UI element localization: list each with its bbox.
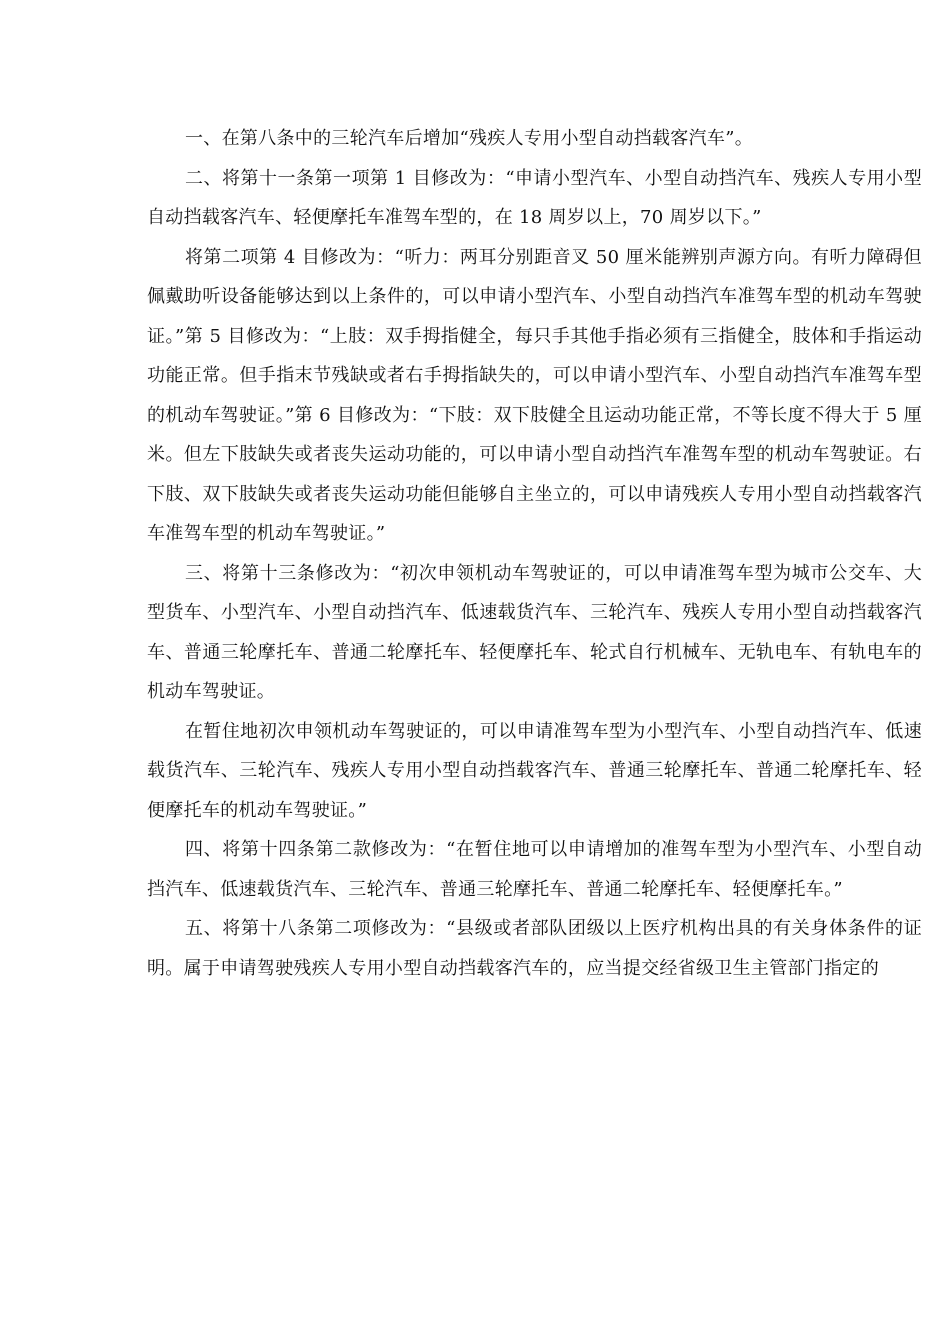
paragraph-article-8: 一、在第八条中的三轮汽车后增加“残疾人专用小型自动挡载客汽车”。 <box>185 128 754 149</box>
paragraph-article-14: 四、将第十四条第二款修改为：“在暂住地可以申请增加的准驾车型为小型汽车、小型自动挡汽车、低速载货汽车、三轮汽车、普通三轮摩托车、普通二轮摩托车、轻便摩托车。” <box>147 839 922 900</box>
paragraph-article-18: 五、将第十八条第二项修改为：“县级或者部队团级以上医疗机构出具的有关身体条件的证明。属于申请驾驶残疾人专用小型自动挡载客汽车的，应当提交经省级卫生主管部门指定的 <box>147 918 922 979</box>
paragraph-article-11-item-2: 将第二项第 4 目修改为：“听力：两耳分别距音叉 50 厘米能辨别声源方向。有听力障碍但佩戴助听设备能够达到以上条件的，可以申请小型汽车、小型自动挡汽车准驾车型的机动车驾驶证。”第 5 目修改为：“上肢：双手拇指健全，每只手其他手指必须有三指健全，肢体和手指运动功能正常。但手指末节残缺或者右手拇指缺失的，可以申请小型汽车、小型自动挡汽车准驾车型的机动车驾驶证。”第 6 目修改为：“下肢：双下肢健全且运动功能正常，不等长度不得大于 5 厘米。但左下肢缺失或者丧失运动功能的，可以申请小型自动挡汽车准驾车型的机动车驾驶证。右下肢、双下肢缺失或者丧失运动功能但能够自主坐立的，可以申请残疾人专用小型自动挡载客汽车准驾车型的机动车驾驶证。” <box>147 246 922 544</box>
paragraph-article-11-item-1: 二、将第十一条第一项第 1 目修改为：“申请小型汽车、小型自动挡汽车、残疾人专用小型自动挡载客汽车、轻便摩托车准驾车型的，在 18 周岁以上，70 周岁以下。” <box>147 167 922 228</box>
paragraph-article-13: 三、将第十三条修改为：“初次申领机动车驾驶证的，可以申请准驾车型为城市公交车、大型货车、小型汽车、小型自动挡汽车、低速载货汽车、三轮汽车、残疾人专用小型自动挡载客汽车、普通三轮摩托车、普通二轮摩托车、轻便摩托车、轮式自行机械车、无轨电车、有轨电车的机动车驾驶证。 <box>147 562 922 702</box>
paragraph-article-13-temporary-residence: 在暂住地初次申领机动车驾驶证的，可以申请准驾车型为小型汽车、小型自动挡汽车、低速载货汽车、三轮汽车、残疾人专用小型自动挡载客汽车、普通三轮摩托车、普通二轮摩托车、轻便摩托车的机动车驾驶证。” <box>147 720 922 821</box>
document-body <box>147 119 922 988</box>
